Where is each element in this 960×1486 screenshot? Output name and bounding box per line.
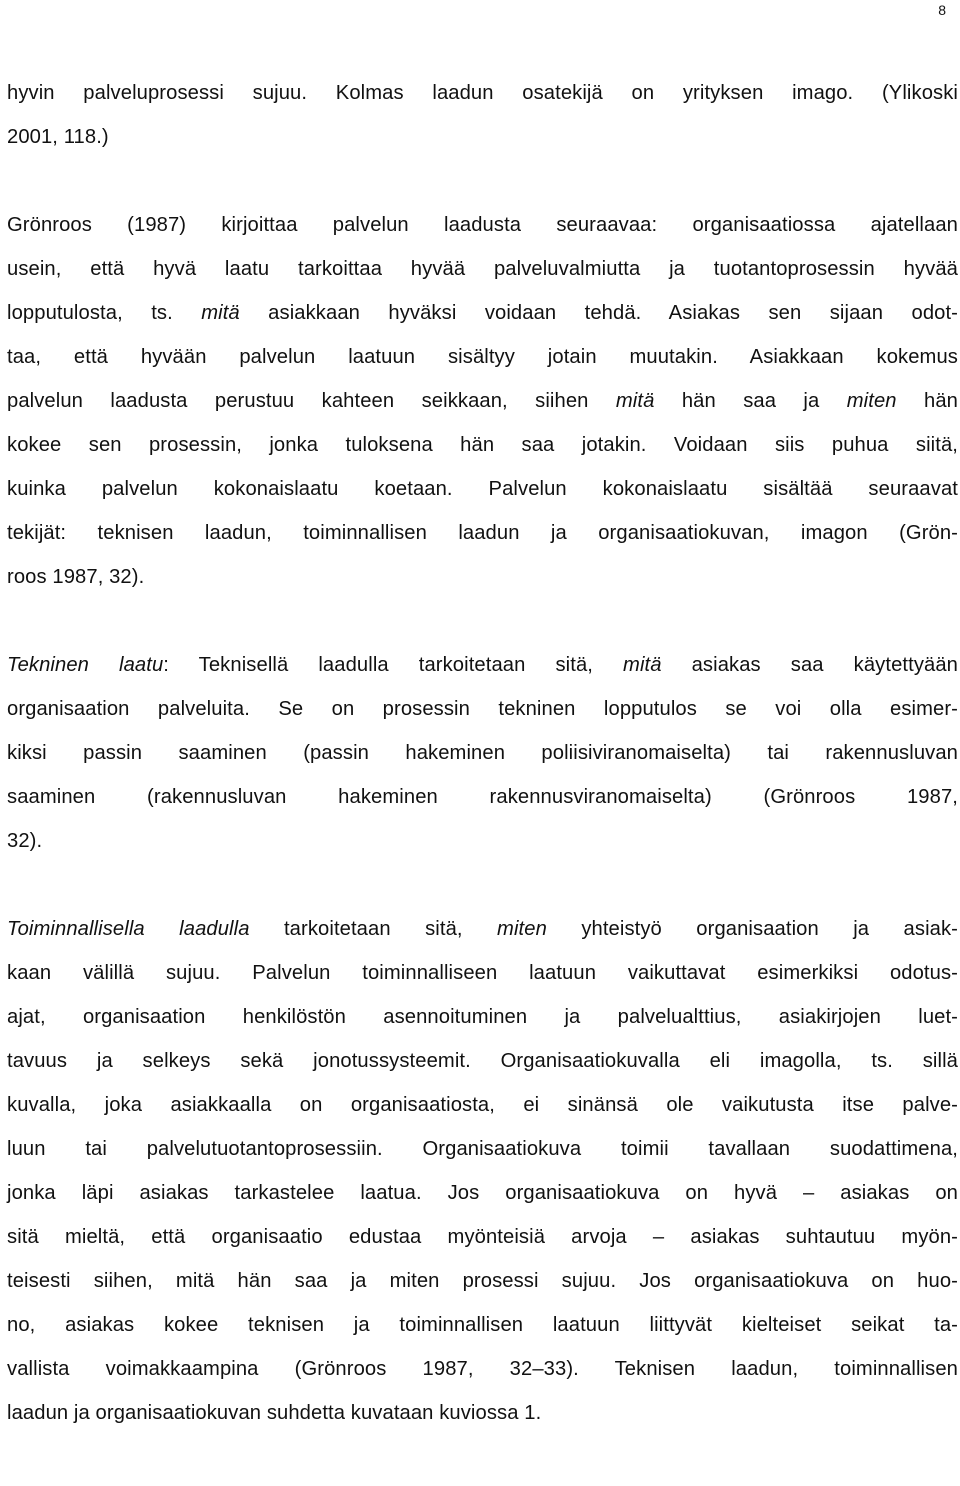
paragraph xyxy=(7,203,958,599)
text-run: usein, että hyvä laatu tarkoittaa hyvää palveluvalmiutta ja tuotantoprosessin hyvää xyxy=(7,258,958,280)
text-line xyxy=(7,995,958,1039)
text-run: 32). xyxy=(7,830,43,852)
text-run: palvelun laadusta perustuu kahteen seikkaan, siihen xyxy=(7,390,616,412)
paragraph xyxy=(7,907,958,1435)
text-run: tarkoitetaan sitä, xyxy=(249,918,498,940)
paragraph xyxy=(7,71,958,159)
text-line xyxy=(7,731,958,775)
italic-text: mitä xyxy=(615,390,655,412)
text-line xyxy=(7,291,958,335)
italic-text: mitä xyxy=(201,302,240,324)
page-number: 8 xyxy=(938,2,946,18)
text-line xyxy=(7,1215,958,1259)
text-line xyxy=(7,203,958,247)
italic-text: mitä xyxy=(623,654,662,676)
text-run: hän xyxy=(896,390,958,412)
text-run: kiksi passin saaminen (passin hakeminen poliisiviranomaiselta) tai rakennusluvan xyxy=(7,742,958,764)
text-run: roos 1987, 32). xyxy=(7,566,145,588)
text-line xyxy=(7,1127,958,1171)
document-body xyxy=(7,71,958,1435)
text-line xyxy=(7,423,958,467)
italic-text: Tekninen laatu xyxy=(7,654,164,676)
text-run: saaminen (rakennusluvan hakeminen rakennusviranomaiselta) (Grönroos 1987, xyxy=(7,786,958,808)
text-run: Grönroos (1987) kirjoittaa palvelun laadusta seuraavaa: organisaatiossa ajatellaan xyxy=(7,214,958,236)
text-run: laadun ja organisaatiokuvan suhdetta kuvataan kuviossa 1. xyxy=(7,1402,542,1424)
text-line xyxy=(7,1303,958,1347)
text-run: jonka läpi asiakas tarkastelee laatua. Jos organisaatiokuva on hyvä – asiakas on xyxy=(7,1182,958,1204)
text-run: sitä mieltä, että organisaatio edustaa myönteisiä arvoja – asiakas suhtautuu myön- xyxy=(7,1226,958,1248)
text-line xyxy=(7,1347,958,1391)
paragraph xyxy=(7,643,958,863)
text-run: hän saa ja xyxy=(654,390,847,412)
text-run: no, asiakas kokee teknisen ja toiminnallisen laatuun liittyvät kielteiset seikat ta- xyxy=(7,1314,958,1336)
text-line xyxy=(7,1083,958,1127)
text-line xyxy=(7,1171,958,1215)
text-line xyxy=(7,1391,958,1435)
text-run: kuvalla, joka asiakkaalla on organisaatiosta, ei sinänsä ole vaikutusta itse palve- xyxy=(7,1094,958,1116)
text-run: vallista voimakkaampina (Grönroos 1987, 32–33). Teknisen laadun, toiminnallisen xyxy=(7,1358,958,1380)
text-line xyxy=(7,643,958,687)
text-run: lopputulosta, ts. xyxy=(7,302,202,324)
text-run: taa, että hyvään palvelun laatuun sisältyy jotain muutakin. Asiakkaan kokemus xyxy=(7,346,958,368)
text-run: tekijät: teknisen laadun, toiminnallisen laadun ja organisaatiokuvan, imagon (Grön- xyxy=(7,522,958,544)
italic-text: miten xyxy=(846,390,897,412)
italic-text: miten xyxy=(497,918,547,940)
text-line xyxy=(7,775,958,819)
text-run: hyvin palveluprosessi sujuu. Kolmas laadun osatekijä on yrityksen imago. (Ylikoski xyxy=(7,82,958,104)
text-run: organisaation palveluita. Se on prosessin tekninen lopputulos se voi olla esimer- xyxy=(7,698,958,720)
text-line xyxy=(7,907,958,951)
text-line xyxy=(7,71,958,115)
text-run: kuinka palvelun kokonaislaatu koetaan. Palvelun kokonaislaatu sisältää seuraavat xyxy=(7,478,958,500)
text-run: kokee sen prosessin, jonka tuloksena hän saa jotakin. Voidaan siis puhua siitä, xyxy=(7,434,958,456)
italic-text: Toiminnallisella laadulla xyxy=(7,918,250,940)
text-line xyxy=(7,115,958,159)
text-line xyxy=(7,951,958,995)
text-line xyxy=(7,467,958,511)
text-line xyxy=(7,819,958,863)
text-run: luun tai palvelutuotantoprosessiin. Organisaatiokuva toimii tavallaan suodattimena, xyxy=(7,1138,958,1160)
text-run: ajat, organisaation henkilöstön asennoituminen ja palvelualttius, asiakirjojen luet- xyxy=(7,1006,958,1028)
text-line xyxy=(7,1259,958,1303)
text-run: yhteistyö organisaation ja asiak- xyxy=(546,918,959,940)
text-line xyxy=(7,379,958,423)
text-line xyxy=(7,511,958,555)
text-run: 2001, 118.) xyxy=(7,126,109,148)
text-line xyxy=(7,335,958,379)
text-run: kaan välillä sujuu. Palvelun toiminnalliseen laatuun vaikuttavat esimerkiksi odotus- xyxy=(7,962,958,984)
text-run: asiakas saa käytettyään xyxy=(661,654,958,676)
text-run: : Teknisellä laadulla tarkoitetaan sitä, xyxy=(163,654,624,676)
text-line xyxy=(7,687,958,731)
text-line xyxy=(7,247,958,291)
text-run: teisesti siihen, mitä hän saa ja miten prosessi sujuu. Jos organisaatiokuva on huo- xyxy=(7,1270,958,1292)
text-line xyxy=(7,555,958,599)
text-run: asiakkaan hyväksi voidaan tehdä. Asiakas sen sijaan odot- xyxy=(239,302,958,324)
text-line xyxy=(7,1039,958,1083)
text-run: tavuus ja selkeys sekä jonotussysteemit. Organisaatiokuvalla eli imagolla, ts. sillä xyxy=(7,1050,958,1072)
